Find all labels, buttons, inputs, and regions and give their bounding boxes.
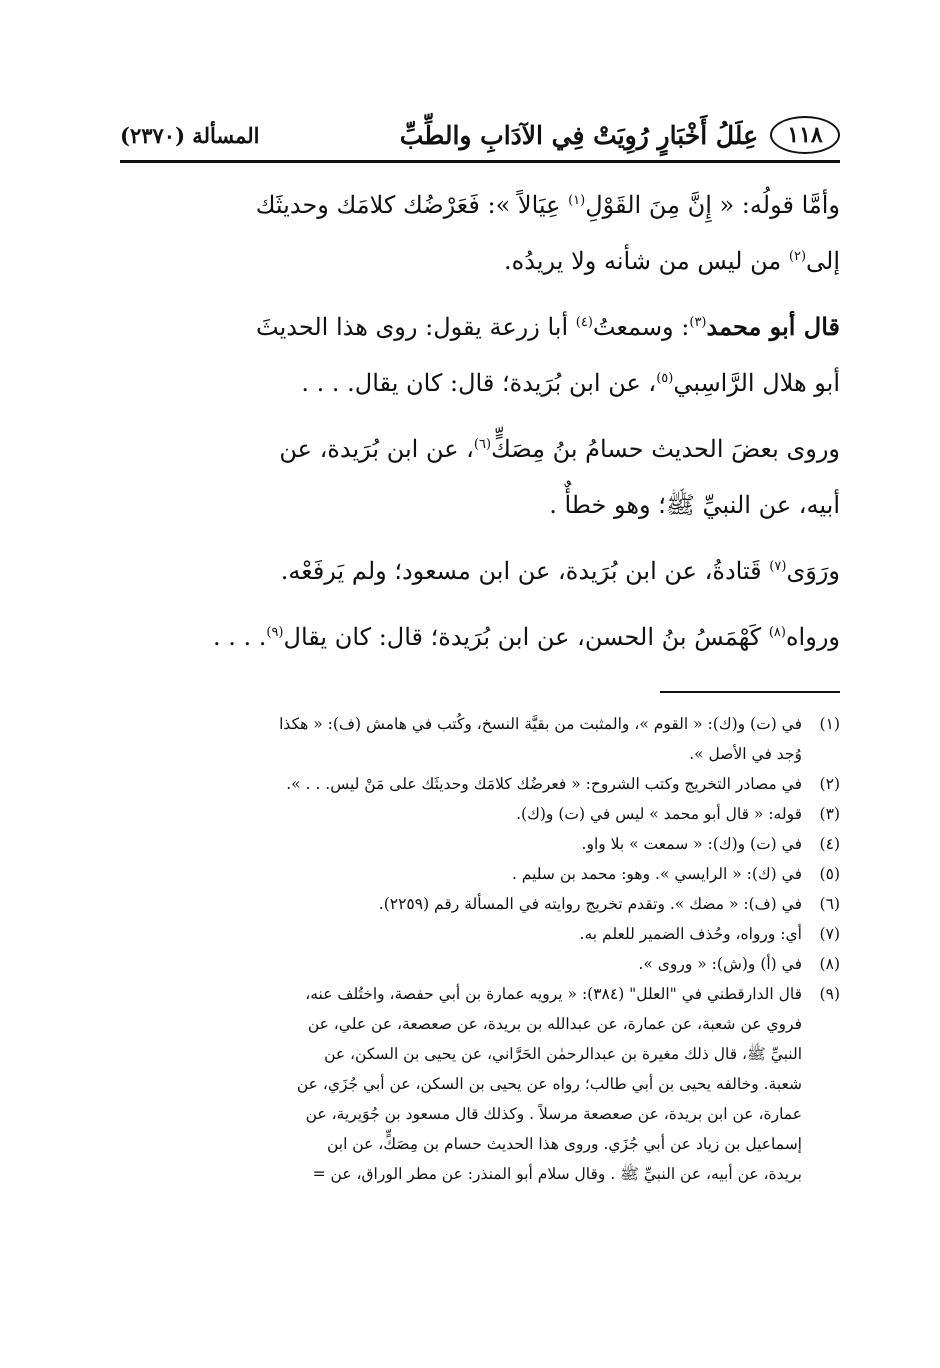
paragraph-1 [120, 177, 840, 289]
footnote-number: (٣) [819, 805, 840, 823]
footnote-ref-1[interactable]: (١) [568, 193, 586, 208]
footnote-line: وُجد في الأصل ». [689, 745, 802, 763]
footnote-number: (٩) [819, 985, 840, 1003]
footnote-number: (٢) [819, 775, 840, 793]
footnote-2 [120, 769, 840, 799]
footnote-ref-9[interactable]: (٩) [266, 625, 284, 640]
paragraph-4 [120, 543, 840, 599]
p1-line1-post: عِيَالاً »: فَعَرْضُك كلامَك وحديثَك [255, 191, 561, 219]
page-header [120, 110, 840, 163]
p5-b: كَهْمَسُ بنُ الحسن، عن ابن بُرَيدة؛ قال: كان يقال [283, 623, 762, 651]
footnote-ref-4[interactable]: (٤) [575, 315, 593, 330]
footnote-number: (٦) [819, 895, 840, 913]
footnote-ref-5[interactable]: (٥) [656, 371, 674, 386]
footnote-line: قوله: « قال أبو محمد » ليس في (ت) و(ك). [516, 805, 802, 823]
p1-line2 [120, 233, 840, 289]
footnote-text [120, 859, 802, 889]
footnote-text [120, 829, 802, 859]
footnote-line: النبيِّ ﷺ، قال ذلك مغيرة بن عبدالرحمٰن الحَرَّاني، عن يحيى بن السكن، عن [324, 1045, 802, 1063]
footnote-number: (١) [819, 715, 840, 733]
paragraph-2 [120, 299, 840, 411]
footnote-line: أي: ورواه، وحُذف الضمير للعلم به. [579, 925, 802, 943]
p2-line1-b: أبا زرعة يقول: روى هذا الحديثَ [256, 313, 569, 341]
footnote-line: في (ت) و(ك): « سمعت » بلا واو. [581, 835, 802, 853]
footnote-ref-2[interactable]: (٢) [788, 249, 807, 264]
issue-label: المسألة (٢٣٧٠) [120, 122, 260, 148]
footnote-1 [120, 709, 840, 769]
p2-line2-a: أبو هلال الرَّاسِبي [673, 369, 840, 397]
book-title: عِلَلُ أَخْبَارٍ رُوِيَتْ فِي الآدَابِ والطِّبِّ [399, 120, 758, 150]
footnote-number: (٨) [819, 955, 840, 973]
p2-line2-b: ، عن ابن بُرَيدة؛ قال: كان يقال. . . . [301, 369, 657, 397]
footnote-text [120, 919, 802, 949]
footnote-ref-8[interactable]: (٨) [768, 625, 786, 640]
footnote-text [120, 769, 802, 799]
footnote-line: في (ك): « الرايسي ». وهو: محمد بن سليم . [511, 865, 802, 883]
page [120, 110, 840, 1189]
footnote-3 [120, 799, 840, 829]
main-text [120, 177, 840, 665]
p3-line1-b: ، عن ابن بُرَيدة، عن [279, 435, 474, 463]
footnote-text [120, 889, 802, 919]
footnote-7 [120, 919, 840, 949]
p2-line1-a: : وسمعتُ [592, 313, 690, 341]
p2-lead: قال أبو محمد [706, 312, 840, 341]
footnote-line: إسماعيل بن زياد عن أبي جُزَي. وروى هذا الحديث حسام بن مِصَكٍّ، عن ابن [326, 1135, 802, 1153]
p4-line1 [120, 543, 840, 599]
footnote-line: في (ت) و(ك): « القوم »، والمثبت من بقيَّة النسخ، وكُتب في هامش (ف): « هكذا [279, 715, 802, 733]
footnotes [120, 709, 840, 1189]
footnote-divider [660, 691, 840, 693]
header-right [400, 116, 840, 154]
footnote-ref-6[interactable]: (٦) [473, 437, 492, 452]
footnote-8 [120, 949, 840, 979]
footnote-number: (٥) [819, 865, 840, 883]
footnote-line: قال الدارقطني في "العلل" (٣٨٤): « يرويه عمارة بن أبي حفصة، واختُلف عنه، [305, 985, 802, 1003]
p3-line1-a: وروى بعضَ الحديث حسامُ بنُ مِصَكٍّ [491, 435, 840, 463]
footnote-9 [120, 979, 840, 1189]
footnote-text [120, 979, 802, 1189]
footnote-line: في (أ) و(ش): « وروى ». [638, 955, 802, 973]
page-number: ١١٨ [770, 116, 840, 154]
footnote-5 [120, 859, 840, 889]
p5-line1 [120, 609, 840, 665]
footnote-number: (٤) [819, 835, 840, 853]
footnote-ref-3[interactable]: (٣) [689, 315, 707, 330]
footnote-line: في مصادر التخريج وكتب الشروح: « فعرضُك كلامَك وحديثَك على مَنْ ليس. . . ». [286, 775, 802, 793]
p3-line2 [120, 477, 840, 533]
footnote-4 [120, 829, 840, 859]
footnote-line: في (ف): « مضك ». وتقدم تخريج روايته في المسألة رقم (٢٢٥٩). [378, 895, 802, 913]
p1-line1 [120, 177, 840, 233]
footnote-ref-7[interactable]: (٧) [769, 559, 787, 574]
p2-line1 [120, 299, 840, 355]
footnote-line: فروي عن شعبة، عن عمارة، عن عبدالله بن بريدة، عن صعصعة، عن علي، عن [307, 1015, 802, 1033]
footnote-number: (٧) [819, 925, 840, 943]
footnote-line: عمارة، عن ابن بريدة، عن صعصعة مرسلاً . وكذلك قال مسعود بن جُوَيرية، عن [305, 1105, 802, 1123]
p3-line1 [120, 421, 840, 477]
p4-a: ورَوَى [786, 557, 840, 585]
footnote-line: شعبة. وخالفه يحيى بن أبي طالب؛ رواه عن يحيى بن السكن، عن أبي جُزَي، عن [296, 1075, 802, 1093]
p1-line1-pre: وأمَّا قولُه: « إِنَّ مِنَ القَوْلِ [585, 191, 840, 219]
p4-b: قَتادةُ، عن ابن بُرَيدة، عن ابن مسعود؛ ولم يَرفَعْه. [280, 557, 762, 585]
footnote-text [120, 949, 802, 979]
p1-line2-post: من ليس من شأنه ولا يريدُه. [504, 247, 782, 275]
p2-line2 [120, 355, 840, 411]
p5-a: ورواه [785, 623, 840, 651]
paragraph-3 [120, 421, 840, 533]
footnote-6 [120, 889, 840, 919]
p5-c: . . . . [212, 623, 267, 651]
footnote-text [120, 709, 802, 769]
footnote-line: بريدة، عن أبيه، عن النبيِّ ﷺ . وقال سلام أبو المنذر: عن مطر الوراق، عن = [312, 1165, 802, 1183]
p1-line2-pre: إلى [806, 247, 840, 275]
footnote-text [120, 799, 802, 829]
p3-line2-text: أبيه، عن النبيِّ ﷺ؛ وهو خطأٌ . [549, 491, 840, 519]
paragraph-5 [120, 609, 840, 665]
